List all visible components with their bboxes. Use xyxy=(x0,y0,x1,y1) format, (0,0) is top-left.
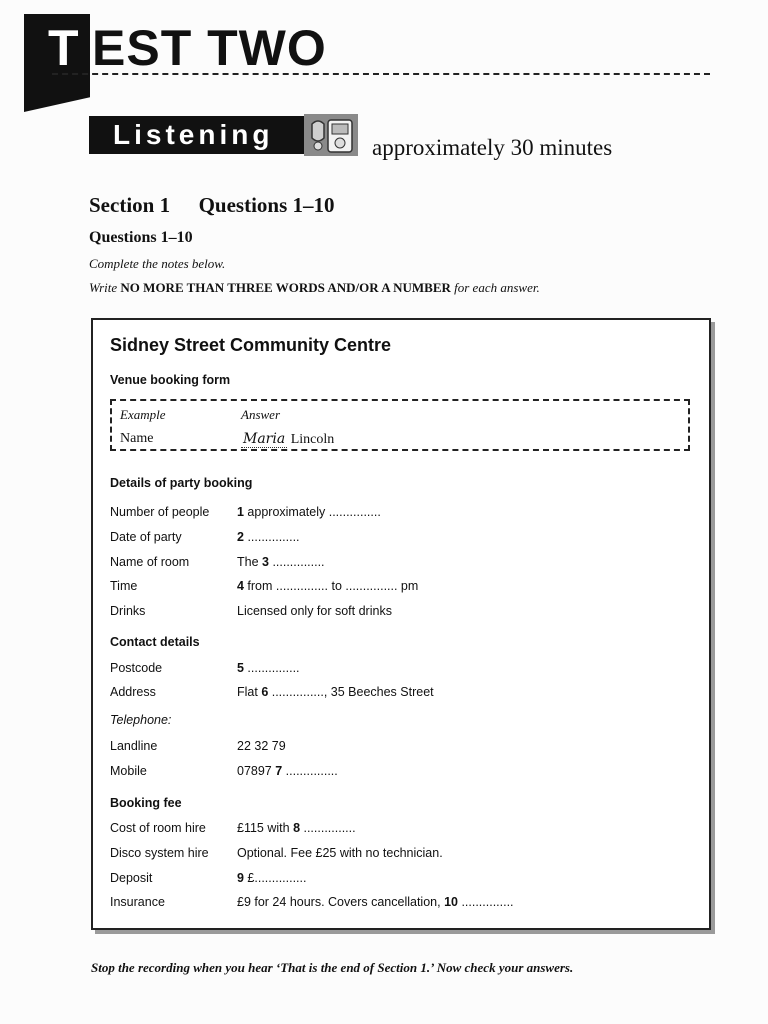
example-label: Example xyxy=(120,407,166,422)
listening-duration: approximately 30 minutes xyxy=(372,135,613,160)
title-initial: T xyxy=(48,20,79,76)
question-10-gap: £9 for 24 hours. Covers cancellation, 10 ............... xyxy=(237,895,514,909)
row-label-date-of-party: Date of party xyxy=(110,530,182,544)
section-questions: Questions 1–10 xyxy=(198,193,335,217)
audio-player-icon xyxy=(304,114,358,156)
section-title: Section 1 xyxy=(89,193,171,217)
question-2-gap: 2 ............... xyxy=(237,530,300,544)
page-title: EST TWO xyxy=(92,20,327,76)
landline-value: 22 32 79 xyxy=(237,739,286,753)
row-label-cost-of-room-hire: Cost of room hire xyxy=(110,821,206,835)
row-label-number-of-people: Number of people xyxy=(110,505,210,519)
question-5-gap: 5 ............... xyxy=(237,661,300,675)
title-divider xyxy=(52,73,710,75)
row-label-postcode: Postcode xyxy=(110,661,163,675)
handwritten-answer: Maria xyxy=(243,431,286,447)
party-details-heading: Details of party booking xyxy=(110,476,253,490)
row-label-name-of-room: Name of room xyxy=(110,555,190,569)
booking-fee-heading: Booking fee xyxy=(110,796,182,810)
form-subtitle: Venue booking form xyxy=(110,373,231,387)
example-answer: Maria Lincoln xyxy=(243,431,335,447)
question-6-gap: Flat 6 ..............., 35 Beeches Street xyxy=(237,685,434,699)
example-field-name: Name xyxy=(120,431,154,446)
row-label-landline: Landline xyxy=(110,739,158,753)
contact-details-heading: Contact details xyxy=(110,635,200,649)
listening-banner: Listening xyxy=(89,116,304,154)
section-heading xyxy=(89,192,335,218)
example-box xyxy=(110,399,690,451)
instruction-complete-notes: Complete the notes below. xyxy=(89,256,226,271)
questions-heading: Questions 1–10 xyxy=(89,229,193,246)
row-label-telephone: Telephone: xyxy=(110,713,172,727)
question-3-gap: The 3 ............... xyxy=(237,555,325,569)
row-label-deposit: Deposit xyxy=(110,871,153,885)
row-label-time: Time xyxy=(110,579,138,593)
stop-recording-note: Stop the recording when you hear ‘That is the end of Section 1.’ Now check your answers. xyxy=(91,960,574,975)
row-label-address: Address xyxy=(110,685,156,699)
question-1-gap: 1 approximately ............... xyxy=(237,505,381,519)
disco-value: Optional. Fee £25 with no technician. xyxy=(237,846,443,860)
row-label-mobile: Mobile xyxy=(110,764,147,778)
instruction-word-limit: Write NO MORE THAN THREE WORDS AND/OR A NUMBER for each answer. xyxy=(89,280,540,295)
row-label-drinks: Drinks xyxy=(110,604,146,618)
question-7-gap: 07897 7 ............... xyxy=(237,764,338,778)
drinks-value: Licensed only for soft drinks xyxy=(237,604,392,618)
question-9-gap: 9 £............... xyxy=(237,871,307,885)
row-label-insurance: Insurance xyxy=(110,895,165,909)
question-8-gap: £115 with 8 ............... xyxy=(237,821,356,835)
row-label-disco-system-hire: Disco system hire xyxy=(110,846,209,860)
form-title: Sidney Street Community Centre xyxy=(110,335,392,355)
question-4-gap: 4 from ............... to ............... pm xyxy=(237,579,419,593)
answer-label: Answer xyxy=(241,407,280,422)
